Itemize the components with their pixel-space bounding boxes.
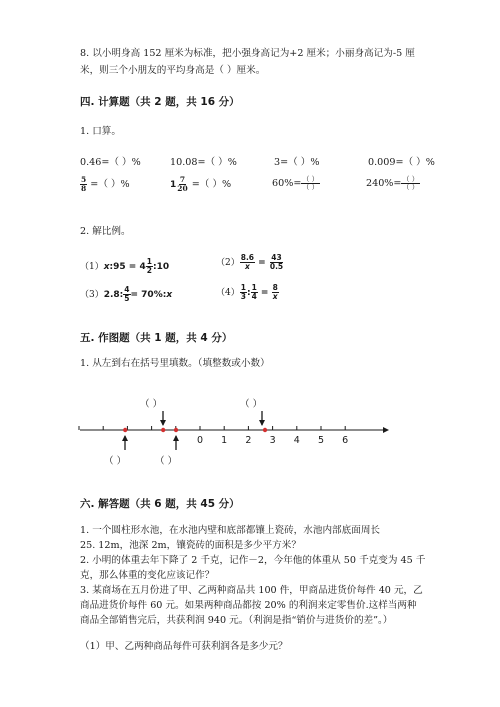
calc-r2-4: 240%= $\frac{( )}{( )}$ (366, 175, 419, 191)
tick-label: 3 (269, 435, 276, 446)
top-bracket-1: （ ） (140, 399, 163, 410)
calc-r1-1: 0.46=（ ）% (80, 157, 141, 168)
s4-q2-title: 2. 解比例。 (80, 226, 131, 237)
tick-label: 4 (293, 435, 300, 446)
fraction: $\frac{4}{5}$ (124, 285, 130, 303)
tick-label: 5 (317, 435, 325, 446)
s6-line-7: 商品全部销售完后，共获利润 940 元。（利润是指“销价与进货价的差”。） (80, 615, 393, 626)
fraction: $\frac{1}{3}$ (240, 283, 246, 301)
bottom-bracket-1: （ ） (104, 456, 127, 467)
fraction: $\frac{8}{x}$ (272, 283, 278, 301)
calc-r2-2: 1 $\frac{7}{20}$ =（ ）% (170, 175, 232, 193)
calc-r1-2: 10.08=（ ）% (170, 157, 237, 168)
point-4 (263, 428, 267, 432)
tick-label: 0 (196, 435, 204, 446)
fraction: $\frac{1}{2}$ (146, 257, 152, 275)
point-3 (174, 428, 178, 432)
s6-line-4: 克，那么体重的变化应该记作？ (80, 570, 215, 581)
s4-q1-title: 1. 口算。 (80, 126, 121, 137)
fraction: $\frac{43}{0.5}$ (269, 253, 284, 271)
s6-line-5: 3. 某商场在五月份进了甲、乙两种商品共 100 件，甲商品进货价每件 40 元，乙 (80, 585, 423, 596)
s6-line-3: 2. 小明的体重去年下降了 2 千克，记作－2，今年他的体重从 50 千克变为 45 千 (80, 555, 426, 566)
s5-q1: 1. 从左到右在括号里填数。（填整数或小数） (80, 358, 270, 369)
s6-sub1: （1）甲、乙两种商品每件可获利润各是多少元？ (80, 641, 288, 652)
fraction: $\frac{5}{8}$ (81, 175, 87, 193)
tick-label: 2 (245, 435, 252, 446)
section6-title: 六. 解答题（共 6 题，共 45 分） (80, 498, 240, 510)
s6-line-2: 25. 12m，池深 2m，镶瓷砖的面积是多少平方米？ (80, 540, 301, 551)
top-bracket-2: （ ） (240, 399, 263, 410)
number-line-labels (197, 435, 348, 446)
calc-r1-4: 0.009=（ ）% (368, 157, 435, 168)
proportion-2: （2） $\frac{8.6}{x}$ = $\frac{43}{0.5}$ (216, 253, 284, 271)
s6-line-6: 商品进货价每件 60 元。如果两种商品都按 20% 的利润来定零售价.这样当两种 (80, 600, 417, 611)
fraction: $\frac{8.6}{x}$ (240, 253, 255, 271)
proportion-3: （3）2.8: $\frac{4}{5}$ = 70%:x (80, 285, 173, 303)
section4-title: 四. 计算题（共 2 题，共 16 分） (80, 96, 240, 108)
fraction: $\frac{( )}{( )}$ (302, 175, 319, 191)
number-line-ticks (79, 426, 345, 430)
calc-r1-3: 3=（ ）% (274, 157, 320, 168)
section5-title: 五. 作图题（共 1 题，共 4 分） (80, 332, 233, 344)
calc-r2-1: $\frac{5}{8}$ =（ ）% (81, 175, 130, 193)
s6-line-1: 1. 一个圆柱形水池，在水池内壁和底部都镶上瓷砖，水池内部底面周长 (80, 525, 381, 536)
fraction: $\frac{7}{20}$ (177, 175, 188, 193)
tick-label: 1 (221, 435, 228, 446)
bottom-bracket-2: （ ） (155, 456, 178, 467)
proportion-1: （1）x:95 = 4 $\frac{1}{2}$ :10 (80, 257, 170, 275)
fraction: $\frac{( )}{( )}$ (402, 175, 419, 191)
proportion-4: （4） $\frac{1}{3}$ : $\frac{1}{4}$ = $\frac{8}{x}$ (216, 283, 278, 301)
point-1 (123, 428, 127, 432)
fraction: $\frac{1}{4}$ (251, 283, 257, 301)
point-2 (161, 428, 165, 432)
calc-r2-3: 60%= $\frac{( )}{( )}$ (272, 175, 319, 191)
q8-line1: 8. 以小明身高 152 厘米为标准，把小强身高记为+2 厘米；小丽身高记为-5 厘 (80, 48, 415, 59)
q8-line2: 米，则三个小朋友的平均身高是（ ）厘米。 (80, 65, 266, 76)
tick-label: 6 (342, 435, 349, 446)
